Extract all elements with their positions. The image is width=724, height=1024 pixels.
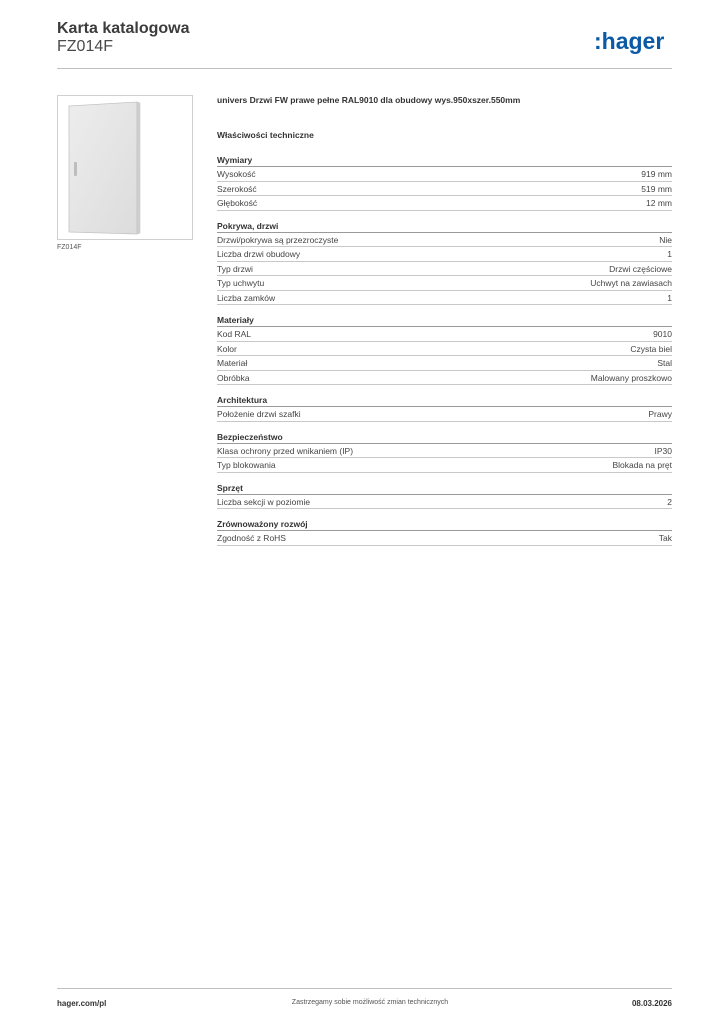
spec-section [217, 482, 672, 510]
spec-section-title: Materiały [217, 314, 672, 327]
spec-value: Malowany proszkowo [590, 372, 672, 383]
spec-label: Obróbka [217, 372, 250, 383]
spec-label: Materiał [217, 358, 248, 368]
spec-label: Liczba zamków [217, 292, 276, 303]
spec-value: 12 mm [646, 198, 672, 208]
spec-row [217, 167, 672, 182]
technical-properties-heading: Właściwości techniczne [217, 130, 314, 140]
spec-section-title: Pokrywa, drzwi [217, 220, 672, 233]
spec-row [217, 444, 672, 459]
spec-label: Drzwi/pokrywa są przezroczyste [217, 234, 339, 245]
spec-label: Głębokość [217, 198, 258, 208]
spec-section [217, 518, 672, 546]
spec-row [217, 495, 672, 510]
spec-value: Prawy [648, 409, 672, 419]
spec-row [217, 276, 672, 291]
spec-row [217, 262, 672, 277]
spec-row [217, 196, 672, 211]
spec-value: Tak [658, 533, 672, 543]
spec-row [217, 247, 672, 262]
hager-logo [594, 28, 674, 56]
specifications-table [217, 154, 672, 555]
spec-label: Szerokość [217, 183, 257, 194]
spec-value: 919 mm [641, 169, 672, 179]
spec-label: Liczba sekcji w poziomie [217, 496, 311, 507]
document-title: Karta katalogowa [57, 20, 190, 37]
spec-value: Blokada na pręt [612, 460, 672, 470]
footer-date: 08.03.2026 [631, 999, 672, 1008]
spec-row [217, 356, 672, 371]
spec-value: Uchwyt na zawiasach [590, 278, 672, 288]
door-panel-image [63, 100, 187, 235]
spec-row [217, 291, 672, 306]
spec-label: Wysokość [217, 169, 256, 179]
product-code: FZ014F [57, 38, 114, 55]
spec-value: 519 mm [641, 183, 672, 194]
spec-row [217, 342, 672, 357]
spec-value: 1 [667, 249, 672, 259]
spec-value: Nie [659, 234, 672, 245]
spec-section-title: Wymiary [217, 154, 672, 167]
spec-section [217, 314, 672, 385]
spec-value: Drzwi częściowe [609, 263, 672, 274]
spec-row [217, 458, 672, 473]
spec-label: Kolor [217, 343, 237, 354]
spec-label: Typ uchwytu [217, 278, 265, 288]
spec-row [217, 531, 672, 546]
spec-value: 9010 [653, 329, 672, 339]
spec-section [217, 220, 672, 306]
spec-label: Zgodność z RoHS [217, 533, 286, 543]
logo-text: :hager [594, 28, 665, 54]
spec-row [217, 327, 672, 342]
spec-value: Czysta biel [630, 343, 672, 354]
spec-label: Kod RAL [217, 329, 252, 339]
footer-disclaimer: Zastrzegamy sobie możliwość zmian technicznych [291, 999, 449, 1006]
spec-label: Typ blokowania [217, 460, 276, 470]
spec-row [217, 407, 672, 422]
spec-section [217, 154, 672, 211]
spec-label: Położenie drzwi szafki [217, 409, 301, 419]
product-description: univers Drzwi FW prawe pełne RAL9010 dla obudowy wys.950xszer.550mm [217, 95, 521, 105]
header-divider [57, 68, 672, 69]
footer-website: hager.com/pl [57, 999, 107, 1008]
image-caption: FZ014F [57, 244, 82, 251]
spec-label: Klasa ochrony przed wnikaniem (IP) [217, 445, 354, 456]
spec-section-title: Architektura [217, 394, 672, 407]
footer-divider [57, 988, 672, 989]
spec-row [217, 371, 672, 386]
spec-value: 2 [667, 496, 672, 507]
spec-row [217, 182, 672, 197]
spec-value: Stal [657, 358, 672, 368]
spec-section-title: Zrównoważony rozwój [217, 518, 672, 531]
spec-section [217, 431, 672, 473]
spec-value: 1 [667, 292, 672, 303]
spec-row [217, 233, 672, 248]
spec-section [217, 394, 672, 422]
spec-value: IP30 [654, 445, 672, 456]
spec-section-title: Sprzęt [217, 482, 672, 495]
spec-section-title: Bezpieczeństwo [217, 431, 672, 444]
spec-label: Liczba drzwi obudowy [217, 249, 301, 259]
spec-label: Typ drzwi [217, 263, 253, 274]
product-image-frame [57, 95, 193, 240]
